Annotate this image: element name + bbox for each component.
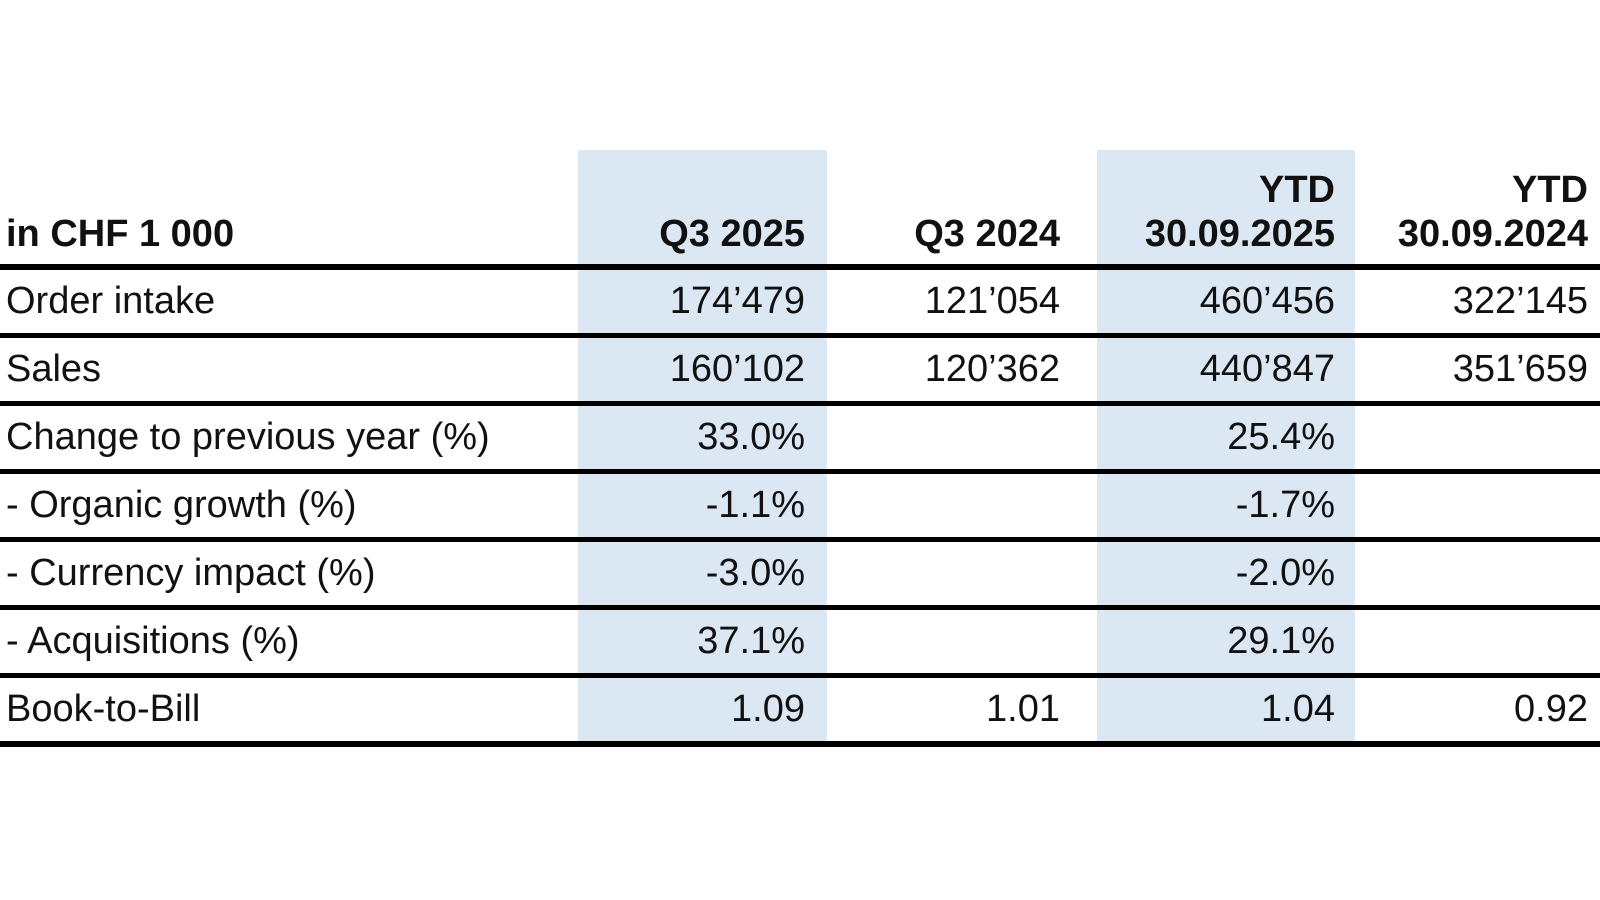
quarterly-results-table	[0, 150, 1600, 747]
row-label: Book-to-Bill	[0, 676, 578, 745]
row-label: - Currency impact (%)	[0, 540, 578, 608]
row-label: Sales	[0, 336, 578, 404]
table-row-order-intake	[0, 267, 1600, 336]
table-row-sales	[0, 336, 1600, 404]
cell-q3-2024: 121’054	[827, 267, 1097, 336]
row-label: Change to previous year (%)	[0, 404, 578, 472]
cell-q3-2025: 160’102	[578, 336, 827, 404]
column-header-q3-2024-line1	[828, 169, 1060, 213]
cell-q3-2024	[827, 404, 1097, 472]
table-body	[0, 267, 1600, 744]
cell-ytd-2024: 0.92	[1355, 676, 1600, 745]
cell-q3-2025: 1.09	[578, 676, 827, 745]
unit-label-text: in CHF 1 000	[6, 213, 235, 256]
header-spacer	[6, 169, 577, 213]
column-header-ytd-2025	[1097, 150, 1355, 267]
column-header-ytd-2025-line2: 30.09.2025	[1144, 213, 1335, 256]
cell-ytd-2025: -1.7%	[1097, 472, 1355, 540]
cell-q3-2025: 37.1%	[578, 608, 827, 676]
column-header-q3-2025-line2: Q3 2025	[659, 213, 805, 256]
cell-ytd-2024	[1355, 608, 1600, 676]
column-header-ytd-2024-line1: YTD	[1512, 169, 1588, 212]
cell-q3-2025: 174’479	[578, 267, 827, 336]
cell-q3-2024: 120’362	[827, 336, 1097, 404]
cell-ytd-2025: -2.0%	[1097, 540, 1355, 608]
row-label: Order intake	[0, 267, 578, 336]
cell-ytd-2025: 460’456	[1097, 267, 1355, 336]
table-row-book-to-bill	[0, 676, 1600, 745]
table-row-organic-growth	[0, 472, 1600, 540]
column-header-ytd-2024-line2: 30.09.2024	[1397, 213, 1588, 256]
table-row-currency-impact	[0, 540, 1600, 608]
cell-q3-2025: -3.0%	[578, 540, 827, 608]
cell-q3-2025: -1.1%	[578, 472, 827, 540]
cell-ytd-2025: 440’847	[1097, 336, 1355, 404]
cell-q3-2024	[827, 472, 1097, 540]
cell-ytd-2024: 351’659	[1355, 336, 1600, 404]
cell-ytd-2024: 322’145	[1355, 267, 1600, 336]
column-header-q3-2024	[827, 150, 1097, 267]
column-header-ytd-2025-line1: YTD	[1259, 169, 1335, 212]
table-header	[0, 150, 1600, 267]
header-row	[0, 150, 1600, 267]
row-label: - Organic growth (%)	[0, 472, 578, 540]
unit-label	[0, 150, 578, 267]
cell-ytd-2025: 1.04	[1097, 676, 1355, 745]
cell-q3-2024: 1.01	[827, 676, 1097, 745]
cell-ytd-2024	[1355, 472, 1600, 540]
cell-q3-2025: 33.0%	[578, 404, 827, 472]
cell-ytd-2025: 25.4%	[1097, 404, 1355, 472]
column-header-ytd-2024	[1355, 150, 1600, 267]
column-header-q3-2025-line1	[579, 169, 805, 213]
cell-ytd-2024	[1355, 540, 1600, 608]
cell-q3-2024	[827, 608, 1097, 676]
column-header-q3-2024-line2: Q3 2024	[914, 213, 1060, 256]
table-row-change-to-previous-year	[0, 404, 1600, 472]
row-label: - Acquisitions (%)	[0, 608, 578, 676]
cell-ytd-2025: 29.1%	[1097, 608, 1355, 676]
cell-q3-2024	[827, 540, 1097, 608]
cell-ytd-2024	[1355, 404, 1600, 472]
column-header-q3-2025	[578, 150, 827, 267]
table-row-acquisitions	[0, 608, 1600, 676]
